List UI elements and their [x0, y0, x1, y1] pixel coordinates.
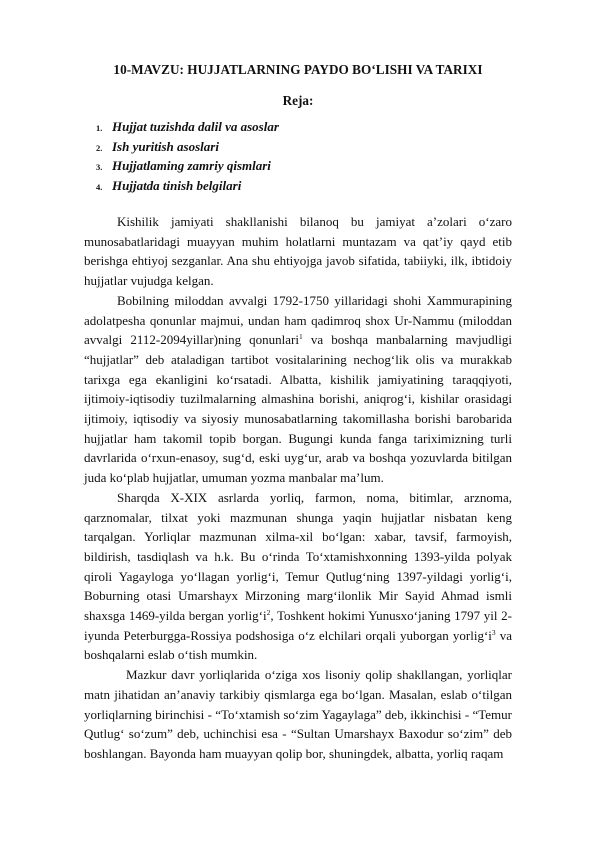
footnote-ref[interactable]: 2	[266, 608, 271, 618]
paragraph-text: , Toshkent hokimi Yunusxo‘janing 1797 yil 2-iyunda Peterburgga-Rossiya podshosiga o‘z elchilari orqali yuborgan yorlig‘i	[84, 608, 512, 643]
plan-item	[96, 178, 279, 198]
paragraph-text: va boshqalarni eslab o‘tish mumkin.	[84, 627, 512, 663]
paragraph	[84, 291, 512, 488]
paragraph	[84, 488, 512, 665]
plan-item-number: 4.	[96, 181, 103, 192]
plan-item-number: 1.	[96, 123, 103, 133]
plan-item-number: 2.	[96, 142, 103, 153]
plan-item-number: 3.	[96, 162, 103, 173]
plan-list	[96, 119, 279, 197]
plan-item	[96, 158, 279, 178]
plan-item	[96, 119, 279, 139]
footnote-ref[interactable]: 1	[299, 332, 303, 342]
plan-item-text: Hujjatlaming zamriy qismlari	[112, 158, 271, 174]
plan-item-text: Hujjat tuzishda dalil va asoslar	[112, 119, 279, 134]
plan-item	[96, 139, 279, 159]
body-text	[84, 212, 512, 764]
plan-item-text: Hujjatda tinish belgilari	[112, 177, 242, 193]
paragraph: Kishilik jamiyati shakllanishi bilanoq bu jamiyat a’zolari o‘zaro munosabatlaridagi muayyan muhim holatlarni muntazam va qat’iy qayd etib berishga ehtiyoj sezganlar. Ana shu ehtiyojga javob sifatida, tabiiyki, ilk, ibtidoiy hujjatlar vujudga kelgan.	[84, 214, 512, 289]
plan-heading: Reja:	[282, 93, 314, 108]
plan-item-text: Ish yuritish asoslari	[112, 138, 219, 154]
footnote-ref[interactable]: 3	[491, 627, 496, 637]
paragraph-text: Bobilning miloddan avvalgi 1792-1750 yillaridagi shohi Xammurapining adolatpesha qonunlar majmui, undan ham qadimroq shox Ur-Nammu (miloddan avvalgi 2112-2094yillar)ning qonunlari	[84, 292, 512, 348]
document-title: 10-MAVZU: HUJJATLARNING PAYDO BO‘LISHI VA TARIXI	[113, 62, 483, 77]
paragraph-text: va boshqa manbalarning mavjudligi “hujjatlar” deb ataladigan tartibot vositalarining nechog‘lik olis va murakkab tarixga ega ekanligini ko‘rsatadi. Albatta, kishilik jamiyatining taraqqiyoti, ijtimoiy-iqtisodiy tuzilmalarning almashina borishi, aniqrog‘i, kishilar orasidagi ijtimoiy, iqtisodiy va siyosiy munosabatlarning takomillasha borishi barobarida hujjatlar ham takomil topib borgan. Bugungi kunda fanga tariximizning turli davrlarida o‘rxun-enasoy, sug‘d, eski uyg‘ur, arab va boshqa yozuvlarda bitilgan juda ko‘plab hujjatlar, umuman yozma manbalar ma’lum.	[84, 332, 513, 486]
paragraph: Mazkur davr yorliqlarida o‘ziga xos lisoniy qolip shakllangan, yorliqlar matn jihatidan an’anaviy tarkibiy qismlarga ega bo‘lgan. Masalan, eslab o‘tilgan yorliqlarning birinchisi - “To‘xtamish so‘zim Yagaylaga” deb, ikkinchisi - “Temur Qutlug‘ so‘zum” deb, uchinchisi esa - “Sultan Umarshayx Baxodur so‘zim” deb boshlangan. Bayonda ham muayyan qolip bor, shuningdek, albatta, yorliq raqam	[84, 667, 512, 761]
paragraph-text: Sharqda X-XIX asrlarda yorliq, farmon, noma, bitimlar, arznoma, qarznomalar, tilxat yoki mazmunan shunga yaqin hujjatlar nisbatan keng tarqalgan. Yorliqlar mazmunan xilma-xil bo‘lgan: xabar, tavsif, farmoyish, bildirish, tasdiqlash va h.k. Bu o‘rinda To‘xtamishxonning 1393-yilda polyak qiroli Yagayloga yo‘llagan yorlig‘i, Temur Qutlug‘ning 1397-yildagi yorlig‘i, Boburning otasi Umarshayx Mirzoning marg‘ilonlik Mir Sayid Ahmad ismli shaxsga 1469-yilda bergan yorlig‘i	[84, 489, 512, 624]
